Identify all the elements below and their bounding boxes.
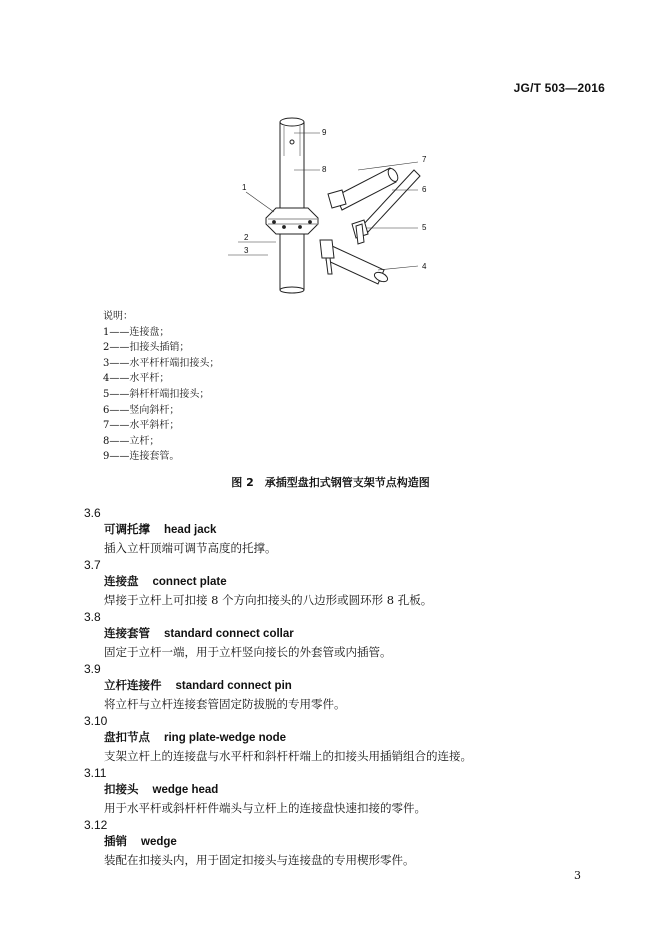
term-number: 3.9 [84, 662, 101, 676]
term-number: 3.12 [84, 818, 108, 832]
term-zh: 立杆连接件 [104, 678, 162, 692]
legend-item: 7——水平斜杆； [103, 420, 180, 432]
term-en: wedge head [152, 784, 219, 796]
callout-3: 3 [244, 246, 249, 255]
standard-number: JG/T 503—2016 [513, 81, 605, 95]
term-heading [104, 729, 286, 745]
legend-item: 1——连接盘； [103, 326, 170, 338]
term-definition: 焊接于立杆上可扣接 8 个方向扣接头的八边形或圆环形 8 孔板。 [104, 593, 433, 607]
term-zh: 盘扣节点 [104, 730, 150, 744]
term-heading [104, 833, 177, 849]
callout-7: 7 [422, 155, 427, 164]
legend-item: 4——水平杆； [103, 373, 170, 385]
term-en: standard connect collar [164, 628, 294, 640]
callout-9: 9 [322, 128, 327, 137]
figure-caption: 图 2 承插型盘扣式钢管支架节点构造图 [231, 476, 430, 489]
term-zh: 扣接头 [104, 782, 139, 796]
term-heading [104, 521, 216, 537]
ledger-and-brace-drawing [320, 167, 420, 284]
term-heading [104, 573, 227, 589]
term-en: ring plate-wedge node [164, 732, 287, 744]
term-en: connect plate [152, 576, 227, 588]
term-definition: 将立杆与立杆连接套管固定防拔脱的专用零件。 [104, 697, 346, 711]
standard-tube-drawing [266, 118, 318, 293]
term-definition: 用于水平杆或斜杆杆件端头与立杆上的连接盘快速扣接的零件。 [104, 801, 426, 815]
page-number: 3 [574, 869, 581, 882]
term-number: 3.7 [84, 558, 101, 572]
legend-title: 说明： [103, 311, 133, 322]
term-zh: 插销 [104, 834, 127, 848]
callout-2: 2 [244, 233, 249, 242]
callout-8: 8 [322, 165, 327, 174]
term-definition: 装配在扣接头内，用于固定扣接头与连接盘的专用楔形零件。 [104, 853, 415, 867]
legend-item: 9——连接套管。 [103, 451, 180, 463]
node-structure-figure [228, 112, 448, 302]
term-en: standard connect pin [175, 680, 292, 692]
term-zh: 可调托撑 [104, 522, 150, 536]
callout-1: 1 [242, 183, 247, 192]
term-heading [104, 677, 292, 693]
term-number: 3.10 [84, 714, 108, 728]
legend-item: 6——竖向斜杆； [103, 404, 180, 416]
figure-legend [103, 309, 219, 465]
legend-item: 5——斜杆杆端扣接头； [103, 388, 210, 400]
term-en: head jack [164, 524, 217, 536]
term-heading [104, 625, 294, 641]
term-zh: 连接盘 [104, 574, 139, 588]
legend-item: 2——扣接头插销； [103, 342, 190, 354]
term-definition: 固定于立杆一端，用于立杆竖向接长的外套管或内插管。 [104, 645, 392, 659]
term-heading [104, 781, 218, 797]
term-number: 3.8 [84, 610, 101, 624]
callout-6: 6 [422, 185, 427, 194]
term-definition: 插入立杆顶端可调节高度的托撑。 [104, 541, 277, 555]
legend-item: 8——立杆； [103, 435, 160, 447]
callout-4: 4 [422, 262, 427, 271]
term-definition: 支架立杆上的连接盘与水平杆和斜杆杆端上的扣接头用插销组合的连接。 [104, 749, 472, 763]
term-number: 3.6 [84, 506, 101, 520]
legend-item: 3——水平杆杆端扣接头； [103, 357, 220, 369]
callout-5: 5 [422, 223, 427, 232]
term-en: wedge [141, 836, 177, 848]
term-number: 3.11 [84, 766, 107, 780]
term-zh: 连接套管 [104, 626, 150, 640]
